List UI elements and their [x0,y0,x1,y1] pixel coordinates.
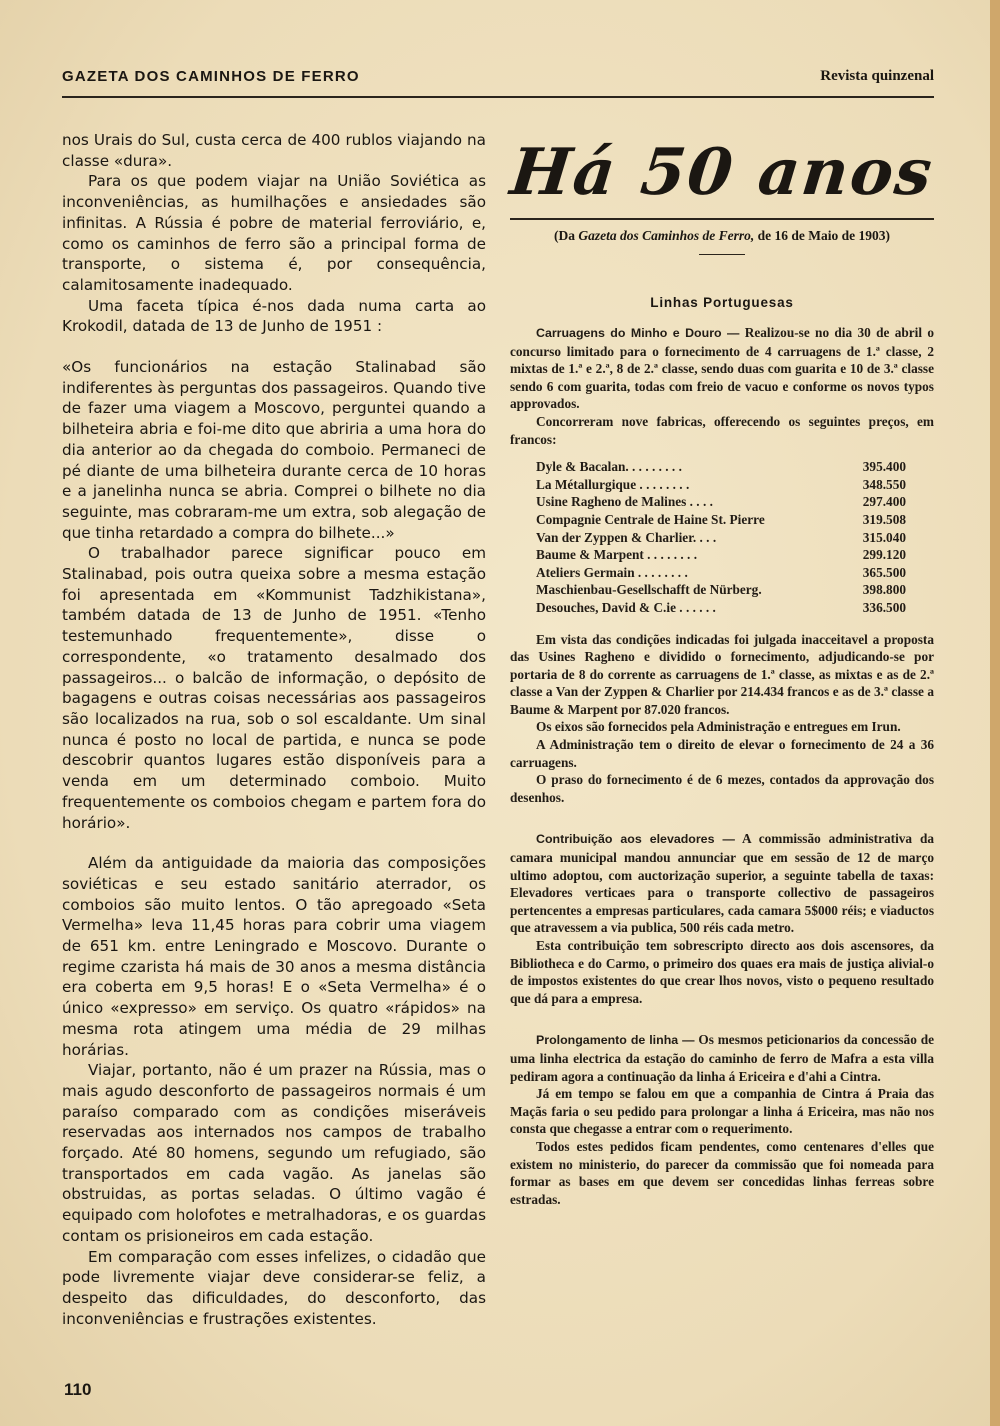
paragraph: nos Urais do Sul, custa cerca de 400 rublos viajando na classe «dura». [62,131,486,170]
left-column [62,130,486,1329]
masthead-rule [510,218,934,220]
paragraph: Concorreram nove fabricas, offerecendo os seguintes preços, em francos: [510,413,934,447]
paragraph: Todos estes pedidos ficam pendentes, como centenares d'elles que existem no ministerio, do parecer da commissão que foi nomeada para formar as bases em que devem ser concedidas linhas ferreas sobre estradas. [510,1138,934,1207]
running-head [62,68,934,88]
paragraph: A Administração tem o direito de elevar o fornecimento de 24 a 36 carruagens. [510,737,934,770]
paragraph: O praso do fornecimento é de 6 mezes, contados da approvação dos desenhos. [510,772,934,805]
paragraph: Esta contribuição tem sobrescripto directo aos dois ascensores, da Bibliotheca e do Carmo, o primeiro dos quaes era mais de justiça alivial-o de impostos existentes do que crear lhos novos, visto o pequeno resultado que dá para a empresa. [510,938,934,1006]
supplier-name: Baume & Marpent . . . . . . . . [536,547,698,563]
price-value: 297.400 [862,494,906,510]
price-value: 315.040 [862,529,906,545]
paragraph: Para os que podem viajar na União Soviética as inconveniências, as humilhações e ansiedades são infinitas. A Rússia é pobre de material ferroviário, e, como os caminhos de ferro são a principal forma de transporte, o sistema é, por consequência, calamitosamente inadequado. [62,172,486,294]
price-row [536,546,906,564]
item-lead: Carruagens do Minho e Douro — [536,326,740,340]
supplier-name: Dyle & Bacalan. . . . . . . . . [536,459,682,475]
supplier-name: Usine Ragheno de Malines . . . . [536,494,713,510]
supplier-name: La Métallurgique . . . . . . . . [536,476,690,492]
paragraph: Em comparação com esses infelizes, o cidadão que pode livremente viajar deve considerar-se feliz, a despeito das dificuldades, do desconforto, das inconveniências e frustrações existentes. [62,1247,486,1328]
price-row [536,599,906,617]
item-lead: Prolongamento de linha — [536,1033,695,1048]
paragraph: Os eixos são fornecidos pela Administração e entregues em Irun. [536,719,901,735]
paragraph: Já em tempo se falou em que a companhia de Cintra á Praia das Maçãs faria o seu pedido para prolongar a linha á Ericeira, mas não nos consta que chegasse a entrar com o requerimento. [510,1086,934,1137]
supplier-name: Maschienbau-Gesellschafft de Nürberg. [536,582,762,598]
price-row [536,511,906,529]
paragraph: Uma faceta típica é-nos dada numa carta ao Krokodil, datada de 13 de Junho de 1951 : [62,296,486,336]
header-rule [62,96,934,98]
price-row [536,564,906,582]
paragraph: Além da antiguidade da maioria das composições soviéticas e seu estado sanitário aterrador, os comboios são muito lentos. O tão apregoado «Seta Vermelha» leva 11,45 horas para cobrir uma viagem de 651 km. entre Leningrado e Moscovo. Durante o regime czarista há mais de 30 anos a mesma distância era coberta em 9,5 horas! E o «Seta Vermelha» é o único «expresso» em serviço. Os quatro «rápidos» na mesma rota atingem uma média de 29 milhas horárias. [62,854,486,1059]
price-value: 398.800 [862,582,906,598]
page-edge [990,0,1000,1426]
news-items [510,324,934,1208]
paragraph: Viajar, portanto, não é um prazer na Rússia, mas o mais agudo desconforto de passageiros normais é um paraíso comparado com as condições miseráveis reservadas aos internados nos campos de trabalho forçado. Até 80 homens, segundo um refugiado, são transportados em cada vagão. As janelas são obstruidas, as portas seladas. O último vagão é equipado com holofotes e metralhadoras, e os guardas contam os prisioneiros em cada estação. [62,1061,486,1245]
price-value: 319.508 [862,511,906,527]
price-row [536,493,906,511]
item-lead: Contribuição aos elevadores — [536,832,735,847]
price-row [536,476,906,494]
quote-paragraph: «Os funcionários na estação Stalinabad são indiferentes às perguntas dos passageiros. Quando tive de fazer uma viagem a Moscovo, perguntei quando a bilheteira abria e foi-me dito que abriria a uma hora do dia anterior ao da chegada do comboio. Permaneci de pé diante de uma bilheteira durante cerca de 10 horas e a janelinha nunca se abria. Comprei o bilhete no dia seguinte, mas cobraram-me um extra, sob alegação de que tinha retardado a compra do bilhete...» [62,358,486,542]
price-value: 336.500 [862,599,906,615]
price-value: 299.120 [862,547,906,563]
price-row [536,529,906,547]
price-value: 348.550 [862,476,906,492]
price-value: 365.500 [862,564,906,580]
news-item: Contribuição aos elevadores — A commissão administrativa da camara municipal mandou annunciar que em sessão de 12 de março ultimo adoptou, com auctorização superior, a seguinte tabella de taxas: Elevadores verticaes para o transporte collectivo de passageiros pertencentes a empresas particulares, cada camara 5$000 réis; e viaductos que atravessem a via publica, 500 réis cada metro. [510,831,934,936]
price-row [536,581,906,599]
price-row [536,458,906,476]
news-item: Prolongamento de linha — Os mesmos peticionarios da concessão de uma linha electrica da estação do caminho de ferro de Mafra a esta villa pediram agora a continuação da linha á Ericeira e d'ahi a Cintra. [510,1032,934,1084]
supplier-name: Desouches, David & C.ie . . . . . . [536,599,716,615]
supplier-name: Van der Zyppen & Charlier. . . . [536,529,717,545]
short-rule [699,254,745,255]
price-table [536,458,906,616]
section-title: Linhas Portuguesas [650,295,794,310]
paragraph: O trabalhador parece significar pouco em Stalinabad, pois outra queixa sobre a mesma estação foi apresentada em «Kommunist Tadzhikistana», também datada de 13 de Junho de 1951. «Tenho testemunhado frequentemente», disse o correspondente, «o tratamento desalmado dos passageiros... o balcão de informação, o depósito de bagagens e outras coisas necessárias aos passageiros são localizados na rua, sob o sol escaldante. Um sinal nunca é posto no local de partida, e nunca se pode descobrir quantos lugares estão disponíveis para a venda em um determinado comboio. Muito frequentemente os comboios chegam e partem fora do horário». [62,544,486,832]
paragraph: Em vista das condições indicadas foi julgada inacceitavel a proposta das Usines Ragheno e dividido o fornecimento, adjudicando-se por portaria de 8 do corrente as carruagens de 1.ª classe, as mixtas e as de 2.ª classe a Van der Zyppen & Charlier por 214.434 francos e as de 3.ª classe a Baume & Marpent por 87.020 francos. [510,631,934,717]
right-column [506,128,938,1208]
news-item: Carruagens do Minho e Douro — Realizou-se no dia 30 de abril o concurso limitado para o fornecimento de 4 carruagens de 1.ª classe, 2 mixtas de 1.ª e 2.ª, 8 de 2.ª classe, sendo duas com guarita e 10 de 3.ª classe sendo 6 com guarita, todas com freio de vacuo e conforme os novos typos approvados. [510,325,934,412]
dateline: (Da Gazeta dos Caminhos de Ferro, de 16 de Maio de 1903) [553,228,891,243]
supplier-name: Compagnie Centrale de Haine St. Pierre [536,511,765,527]
publication-title: GAZETA DOS CAMINHOS DE FERRO [62,68,360,85]
supplier-name: Ateliers Germain . . . . . . . . [536,564,688,580]
publication-subtitle: Revista quinzenal [820,68,934,84]
page-number: 110 [64,1380,92,1399]
section-masthead: Há 50 anos [506,135,938,210]
price-value: 395.400 [862,459,906,475]
